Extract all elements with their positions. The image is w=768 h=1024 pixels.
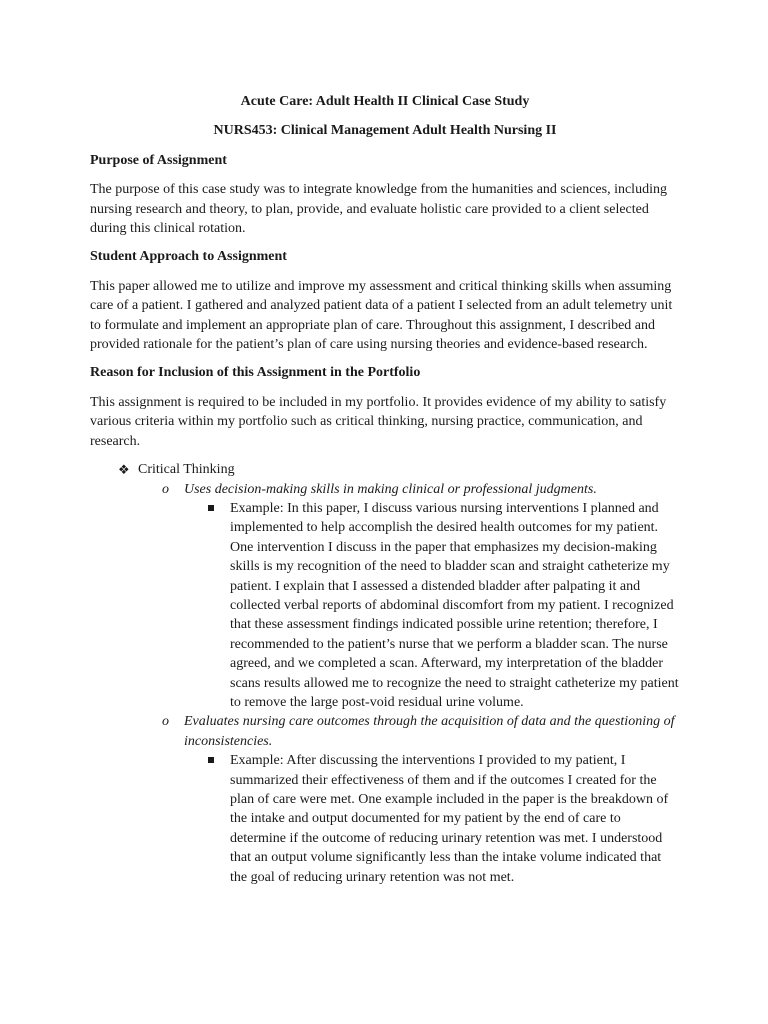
document-content [90,92,680,887]
square-bullet-icon [208,757,214,763]
criterion-item [90,712,680,887]
section-body-reason: This assignment is required to be included in my portfolio. It provides evidence of my ability to satisfy various criteria within my portfolio such as critical thinking, nursing practice, communication, and research. [90,394,667,449]
example-item [230,751,680,887]
example-text: Example: In this paper, I discuss various nursing interventions I planned and implemented to help accomplish the desired health outcomes for my patient. One intervention I discuss in the paper that emphasizes my decision-making skills is my recognition of the need to bladder scan and straight catheterize my patient. I explain that I assessed a distended bladder after palpating it and collected verbal reports of abdominal discomfort from my patient. I recognized that these assessment findings indicated possible urine retention; therefore, I recommended to the patient’s nurse that we perform a bladder scan. The nurse agreed, and we completed a scan. Afterward, my interpretation of the bladder scans results allowed me to recognize the need to straight catheterize my patient to remove the large post-void residual urine volume. [230,500,679,710]
criterion-text: Uses decision-making skills in making clinical or professional judgments. [184,481,597,497]
section-heading-approach: Student Approach to Assignment [90,249,287,265]
diamond-bullet-icon: ❖ [118,462,130,478]
outline-category [90,460,680,887]
section-heading-reason: Reason for Inclusion of this Assignment in the Portfolio [90,365,421,381]
section-heading-purpose: Purpose of Assignment [90,152,227,168]
example-list [136,499,680,712]
criterion-text: Evaluates nursing care outcomes through the acquisition of data and the questioning of inconsistencies. [184,714,675,749]
document-title: Acute Care: Adult Health II Clinical Case Study [240,94,530,109]
section-body-purpose: The purpose of this case study was to integrate knowledge from the humanities and sciences, including nursing research and theory, to plan, provide, and evaluate holistic care provided to a client selected during this clinical rotation. [90,182,667,237]
example-item [230,499,680,712]
circle-bullet-icon: o [162,481,169,497]
criteria-list [138,480,680,888]
section-body-approach: This paper allowed me to utilize and improve my assessment and critical thinking skills when assuming care of a patient. I gathered and analyzed patient data of a patient I selected from an adult telemetry unit to formulate and implement an appropriate plan of care. Throughout this assignment, I described and provided rationale for the patient’s plan of care using nursing theories and evidence-based research. [90,278,673,353]
square-bullet-icon [208,505,214,511]
example-list [136,751,680,887]
example-text: Example: After discussing the interventions I provided to my patient, I summarized their effectiveness of them and if the outcomes I created for the plan of care were met. One example included in the paper is the breakdown of the intake and output documented for my patient by the end of care to determine if the outcome of reducing urinary retention was met. I understood that an output volume significantly less than the intake volume indicated that the goal of reducing urinary retention was not met. [230,753,669,885]
category-label: Critical Thinking [138,462,235,478]
circle-bullet-icon: o [162,714,169,730]
criterion-item [90,480,680,713]
criteria-outline [90,460,680,887]
course-title: NURS453: Clinical Management Adult Health Nursing II [213,123,557,139]
